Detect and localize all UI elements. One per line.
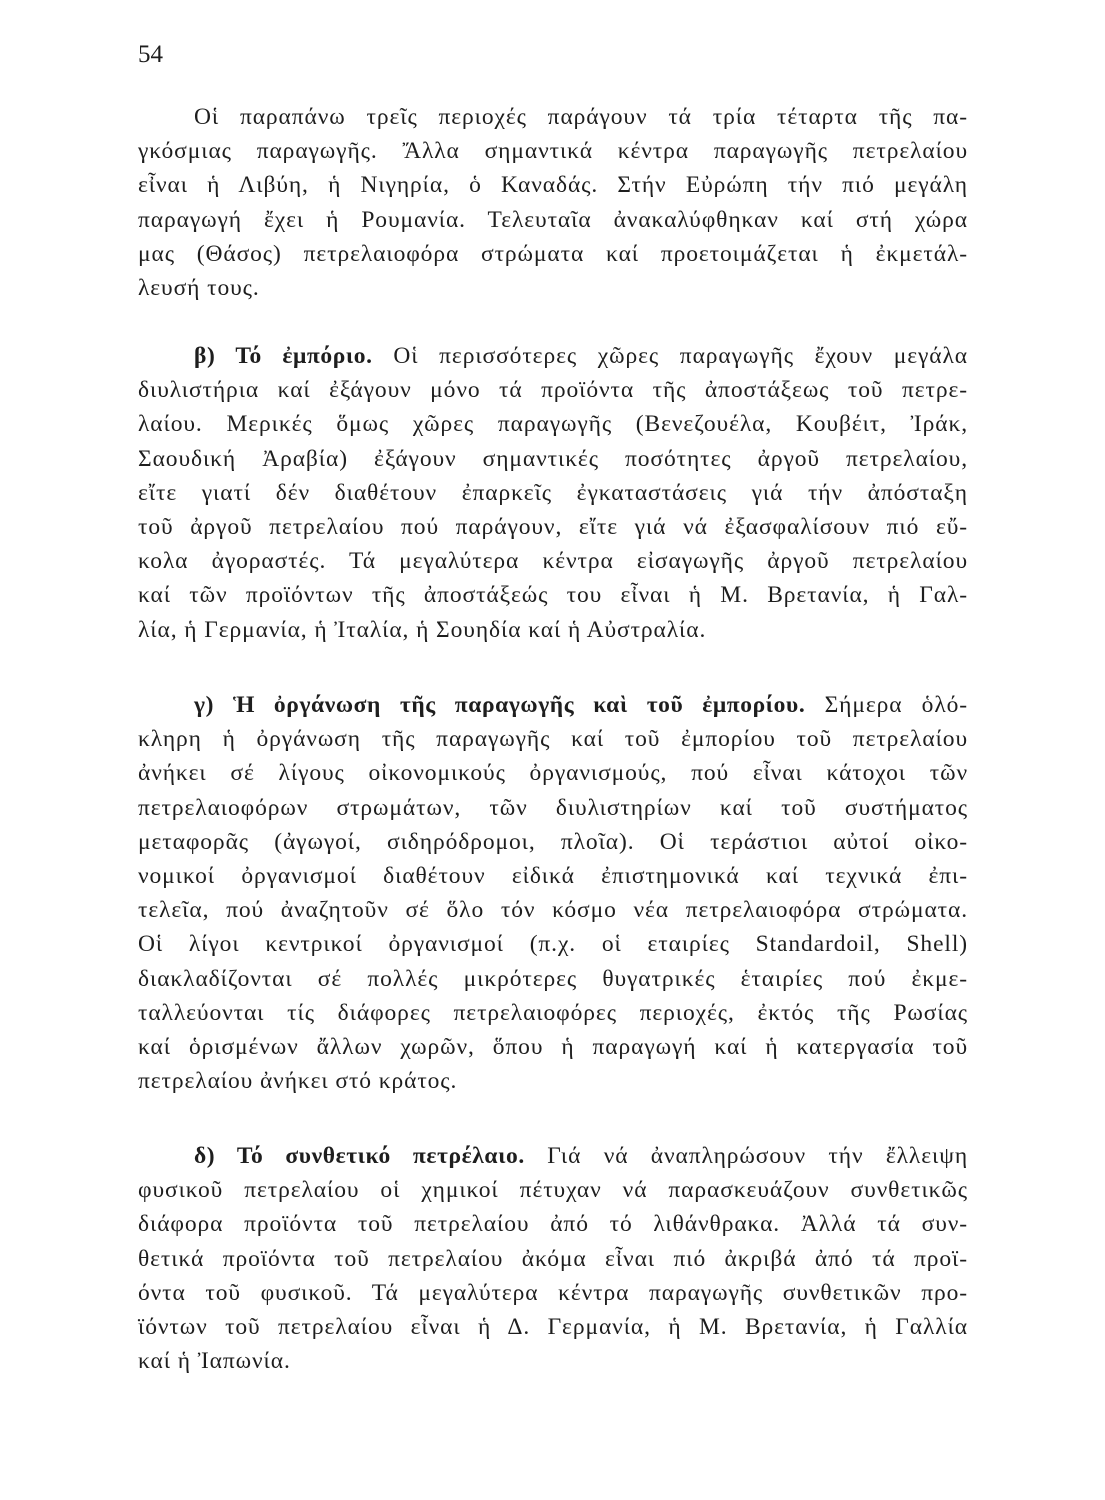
text-line: κληρη ἡ ὀργάνωση τῆς παραγωγῆς καί τοῦ ἐμπορίου τοῦ πετρελαίου	[138, 726, 968, 753]
text-line: ἀνήκει σέ λίγους οἰκονομικούς ὀργανισμούς, πού εἶναι κάτοχοι τῶν	[138, 760, 968, 787]
text-line: Οἱ λίγοι κεντρικοί ὀργανισμοί (π.χ. οἱ εταιρίες Standardoil, Shell)	[138, 931, 968, 958]
text-line: εἶναι ἡ Λιβύη, ἡ Νιγηρία, ὁ Καναδάς. Στήν Εὐρώπη τήν πιό μεγάλη	[138, 172, 968, 199]
text-line: νομικοί ὀργανισμοί διαθέτουν εἰδικά ἐπιστημονικά καί τεχνικά ἐπι-	[138, 862, 968, 889]
text-line: γκόσμιας παραγωγῆς. Ἄλλα σημαντικά κέντρα παραγωγῆς πετρελαίου	[138, 138, 968, 165]
text-line: διυλιστήρια καί ἐξάγουν μόνο τά προϊόντα τῆς ἀποστάξεως τοῦ πετρε-	[138, 377, 968, 404]
text-line: λευσή τους.	[138, 274, 260, 301]
text-line: κολα ἀγοραστές. Τά μεγαλύτερα κέντρα εἰσαγωγῆς ἀργοῦ πετρελαίου	[138, 548, 968, 575]
text-line: παραγωγή ἔχει ἡ Ρουμανία. Τελευταῖα ἀνακαλύφθηκαν καί στή χώρα	[138, 206, 968, 233]
text-line	[138, 1139, 968, 1173]
text-fragment: Γιά νά ἀναπληρώσουν τήν ἔλλειψη	[547, 1143, 969, 1169]
text-line: καί ἡ Ἰαπωνία.	[138, 1348, 291, 1375]
paragraph-synthetic	[138, 1139, 968, 1378]
text-line: φυσικοῦ πετρελαίου οἱ χημικοί πέτυχαν νά παρασκευάζουν συνθετικῶς	[138, 1177, 968, 1204]
text-line: καί τῶν προϊόντων τῆς ἀποστάξεώς του εἶναι ἡ Μ. Βρετανία, ἡ Γαλ-	[138, 582, 968, 609]
section-heading-trade: β) Τό ἐμπόριο.	[194, 343, 373, 369]
text-line: ϊόντων τοῦ πετρελαίου εἶναι ἡ Δ. Γερμανία, ἡ Μ. Βρετανία, ἡ Γαλλία	[138, 1313, 968, 1340]
text-line: πετρελαιοφόρων στρωμάτων, τῶν διυλιστηρίων καί τοῦ συστήματος	[138, 794, 968, 821]
paragraph-organization	[138, 688, 968, 1098]
text-line: λία, ἡ Γερμανία, ἡ Ἰταλία, ἡ Σουηδία καί ἡ Αὐστραλία.	[138, 616, 707, 643]
section-heading-synthetic: δ) Τό συνθετικό πετρέλαιο.	[194, 1143, 525, 1169]
text-line: μας (Θάσος) πετρελαιοφόρα στρώματα καί προετοιμάζεται ἡ ἐκμετάλ-	[138, 240, 968, 267]
text-line: καί ὁρισμένων ἄλλων χωρῶν, ὅπου ἡ παραγωγή καί ἡ κατεργασία τοῦ	[138, 1033, 968, 1060]
section-heading-organization: γ) Ἡ ὀργάνωση τῆς παραγωγῆς καὶ τοῦ ἐμπορίου.	[194, 692, 806, 718]
text-line: όντα τοῦ φυσικοῦ. Τά μεγαλύτερα κέντρα παραγωγῆς συνθετικῶν προ-	[138, 1279, 968, 1306]
paragraph-trade	[138, 339, 968, 647]
text-line: θετικά προϊόντα τοῦ πετρελαίου ἀκόμα εἶναι πιό ἀκριβά ἀπό τά προϊ-	[138, 1245, 968, 1272]
text-line: μεταφορᾶς (ἀγωγοί, σιδηρόδρομοι, πλοῖα). Οἱ τεράστιοι αὐτοί οἰκο-	[138, 828, 968, 855]
text-line: εἴτε γιατί δέν διαθέτουν ἐπαρκεῖς ἐγκαταστάσεις γιά τήν ἀπόσταξη	[138, 479, 968, 506]
text-line: λαίου. Μερικές ὅμως χῶρες παραγωγῆς (Βενεζουέλα, Κουβέιτ, Ἰράκ,	[138, 411, 968, 438]
text-line	[138, 339, 968, 373]
paragraph-intro	[138, 100, 968, 305]
text-line: πετρελαίου ἀνήκει στό κράτος.	[138, 1068, 458, 1095]
text-line: Οἱ παραπάνω τρεῖς περιοχές παράγουν τά τρία τέταρτα τῆς πα-	[194, 104, 968, 130]
text-fragment: Οἱ περισσότερες χῶρες παραγωγῆς ἔχουν μεγάλα	[393, 343, 968, 369]
text-fragment: Σήμερα ὁλό-	[824, 692, 968, 718]
page-number: 54	[138, 41, 163, 68]
text-line: τοῦ ἀργοῦ πετρελαίου πού παράγουν, εἴτε γιά νά ἐξασφαλίσουν πιό εὔ-	[138, 513, 968, 540]
text-line: διακλαδίζονται σέ πολλές μικρότερες θυγατρικές ἑταιρίες πού ἐκμε-	[138, 965, 968, 992]
text-line: ταλλεύονται τίς διάφορες πετρελαιοφόρες περιοχές, ἐκτός τῆς Ρωσίας	[138, 999, 968, 1026]
text-line: τελεῖα, πού ἀναζητοῦν σέ ὅλο τόν κόσμο νέα πετρελαιοφόρα στρώματα.	[138, 897, 968, 924]
text-line: Σαουδική Ἀραβία) ἐξάγουν σημαντικές ποσότητες ἀργοῦ πετρελαίου,	[138, 445, 968, 472]
text-line: διάφορα προϊόντα τοῦ πετρελαίου ἀπό τό λιθάνθρακα. Ἀλλά τά συν-	[138, 1211, 968, 1238]
text-line	[138, 688, 968, 722]
